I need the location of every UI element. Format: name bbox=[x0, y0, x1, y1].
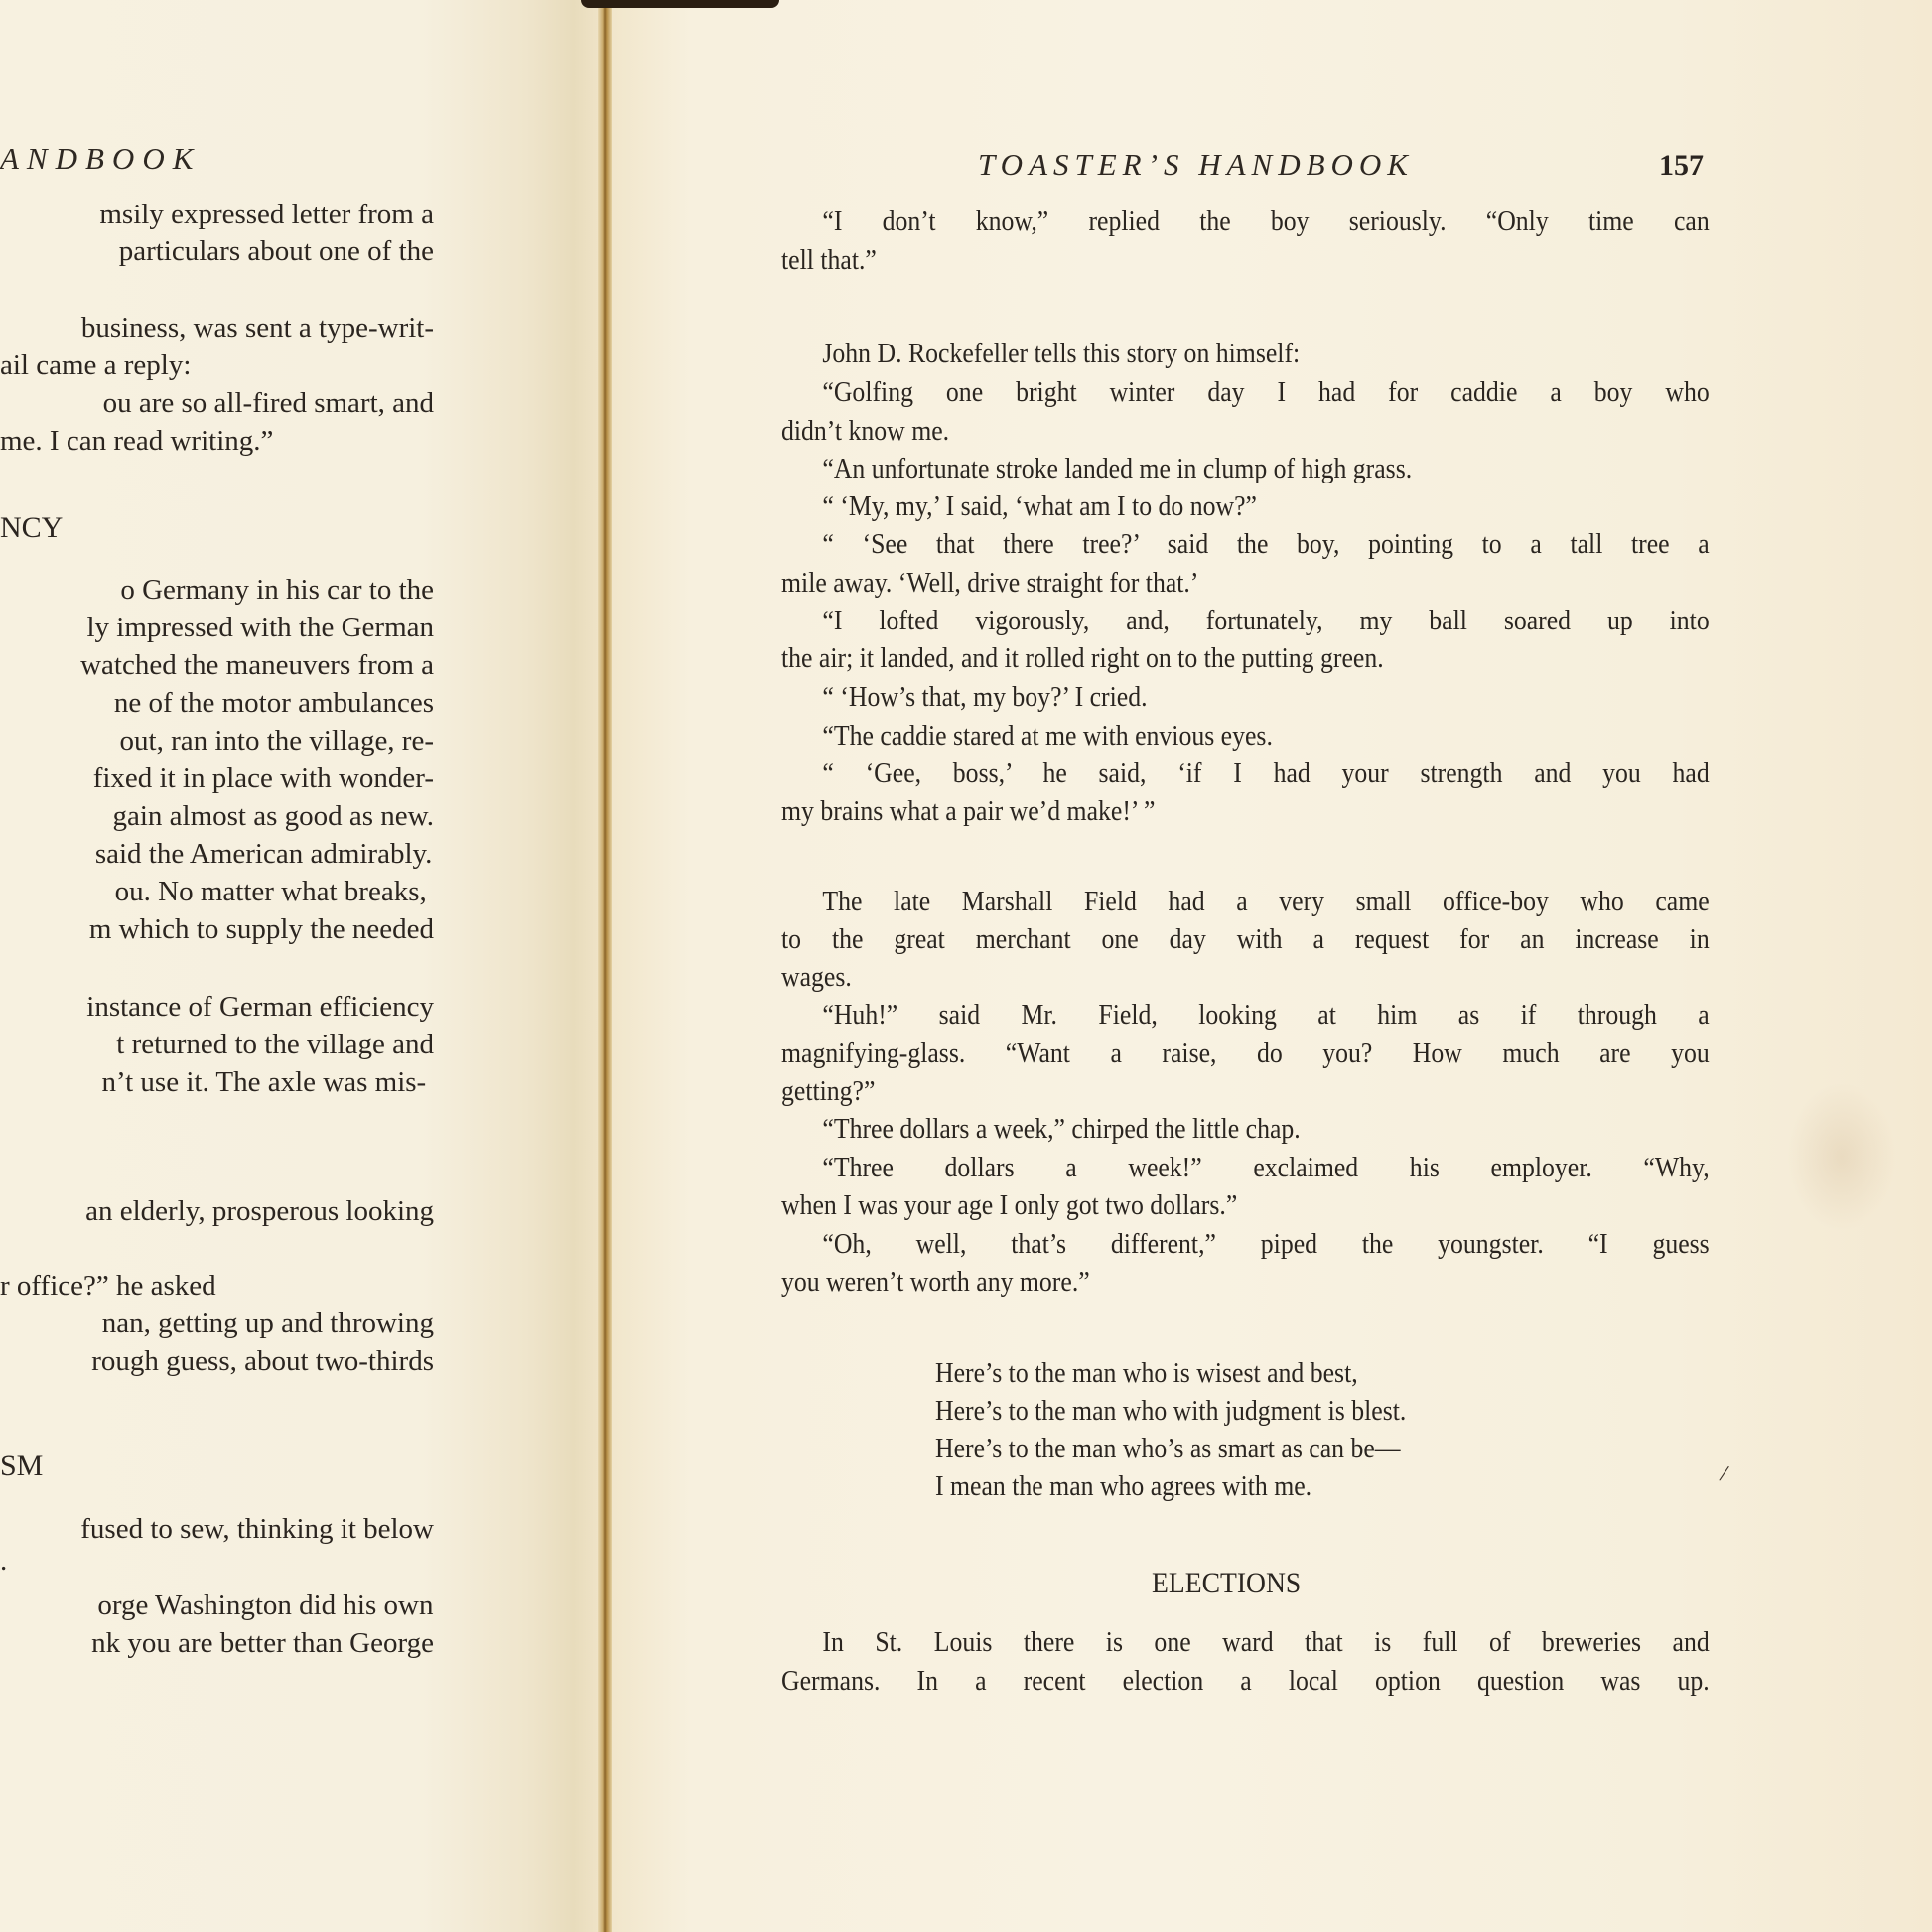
text-line: John D. Rockefeller tells this story on himself: bbox=[822, 339, 1301, 369]
text-line: tell that.” bbox=[781, 245, 877, 276]
text-line: to the great merchant one day with a request for an increase in bbox=[781, 924, 1710, 955]
left-running-head: ANDBOOK bbox=[0, 141, 202, 176]
text-line: ou are so all-fired smart, and bbox=[102, 387, 434, 419]
text-line: ou. No matter what breaks, bbox=[114, 876, 427, 907]
text-line: you weren’t worth any more.” bbox=[781, 1267, 1090, 1298]
verse-line: Here’s to the man who with judgment is blest. bbox=[935, 1396, 1407, 1427]
text-line: particulars about one of the bbox=[118, 235, 434, 267]
verse-line: Here’s to the man who is wisest and best, bbox=[935, 1358, 1358, 1389]
text-line: mile away. ‘Well, drive straight for that.’ bbox=[781, 568, 1199, 599]
text-line: the air; it landed, and it rolled right on to the putting green. bbox=[781, 643, 1384, 674]
text-line: o Germany in his car to the bbox=[120, 574, 434, 606]
text-line: magnifying-glass. “Want a raise, do you? How much are you bbox=[781, 1038, 1710, 1069]
text-line: In St. Louis there is one ward that is full of breweries and bbox=[822, 1627, 1710, 1658]
text-line: “Oh, well, that’s different,” piped the youngster. “I guess bbox=[822, 1229, 1710, 1260]
text-line: nan, getting up and throwing bbox=[101, 1308, 434, 1339]
text-line: Germans. In a recent election a local option question was up. bbox=[781, 1666, 1710, 1697]
text-line: msily expressed letter from a bbox=[99, 199, 434, 230]
text-line: out, ran into the village, re- bbox=[119, 725, 434, 757]
text-line: m which to supply the needed bbox=[88, 913, 434, 945]
text-line: “The caddie stared at me with envious eyes. bbox=[822, 721, 1273, 752]
text-line: r office?” he asked bbox=[0, 1270, 216, 1302]
text-line: said the American admirably. bbox=[94, 838, 433, 870]
text-line: wages. bbox=[781, 962, 852, 993]
spine-edge bbox=[581, 0, 779, 8]
text-line: nk you are better than George bbox=[91, 1627, 434, 1659]
text-line: gain almost as good as new. bbox=[112, 800, 434, 832]
right-running-head: TOASTER’S HANDBOOK bbox=[978, 147, 1414, 182]
section-heading-fragment: NCY bbox=[0, 511, 64, 544]
text-line: orge Washington did his own bbox=[97, 1589, 434, 1621]
verse-line: I mean the man who agrees with me. bbox=[935, 1471, 1312, 1502]
text-line: me. I can read writing.” bbox=[0, 425, 274, 457]
section-heading-elections: ELECTIONS bbox=[1152, 1567, 1302, 1599]
text-line: “ ‘See that there tree?’ said the boy, pointing to a tall tree a bbox=[822, 529, 1710, 560]
text-line: “ ‘Gee, boss,’ he said, ‘if I had your strength and you had bbox=[822, 759, 1710, 789]
text-line: getting?” bbox=[781, 1076, 876, 1107]
text-line: “Three dollars a week,” chirped the little chap. bbox=[822, 1114, 1301, 1145]
paper-stain bbox=[1787, 1082, 1896, 1231]
text-line: didn’t know me. bbox=[781, 416, 950, 447]
text-line: business, was sent a type-writ- bbox=[80, 312, 434, 344]
text-line: an elderly, prosperous looking bbox=[85, 1195, 434, 1227]
text-line: t returned to the village and bbox=[116, 1029, 434, 1060]
text-line: fixed it in place with wonder- bbox=[92, 762, 434, 794]
pencil-mark: / bbox=[1717, 1460, 1731, 1488]
text-line: “I don’t know,” replied the boy seriously. “Only time can bbox=[822, 207, 1710, 237]
text-line: . bbox=[0, 1545, 8, 1577]
text-line: my brains what a pair we’d make!’ ” bbox=[781, 796, 1156, 827]
text-line: “Three dollars a week!” exclaimed his employer. “Why, bbox=[822, 1153, 1710, 1183]
text-line: rough guess, about two-thirds bbox=[91, 1345, 434, 1377]
text-line: “Huh!” said Mr. Field, looking at him as if through a bbox=[822, 1000, 1710, 1031]
book-gutter bbox=[598, 0, 612, 1932]
text-line: “ ‘How’s that, my boy?’ I cried. bbox=[822, 682, 1148, 713]
text-line: ne of the motor ambulances bbox=[113, 687, 434, 719]
text-line: “I lofted vigorously, and, fortunately, my ball soared up into bbox=[822, 606, 1710, 636]
text-line: ly impressed with the German bbox=[86, 612, 434, 643]
text-line: n’t use it. The axle was mis- bbox=[101, 1066, 427, 1098]
text-line: “Golfing one bright winter day I had for caddie a boy who bbox=[822, 377, 1710, 408]
text-line: watched the maneuvers from a bbox=[80, 649, 434, 681]
text-line: “ ‘My, my,’ I said, ‘what am I to do now?” bbox=[822, 491, 1257, 522]
text-line: when I was your age I only got two dollars.” bbox=[781, 1190, 1238, 1221]
text-line: instance of German efficiency bbox=[86, 991, 434, 1023]
text-line: fused to sew, thinking it below bbox=[80, 1513, 434, 1545]
text-line: “An unfortunate stroke landed me in clump of high grass. bbox=[822, 454, 1413, 484]
verse-line: Here’s to the man who’s as smart as can be— bbox=[935, 1434, 1401, 1464]
text-line: ail came a reply: bbox=[0, 349, 192, 381]
text-line: The late Marshall Field had a very small office-boy who came bbox=[822, 887, 1710, 917]
page-number: 157 bbox=[1659, 149, 1704, 182]
section-heading-fragment: SM bbox=[0, 1449, 44, 1482]
